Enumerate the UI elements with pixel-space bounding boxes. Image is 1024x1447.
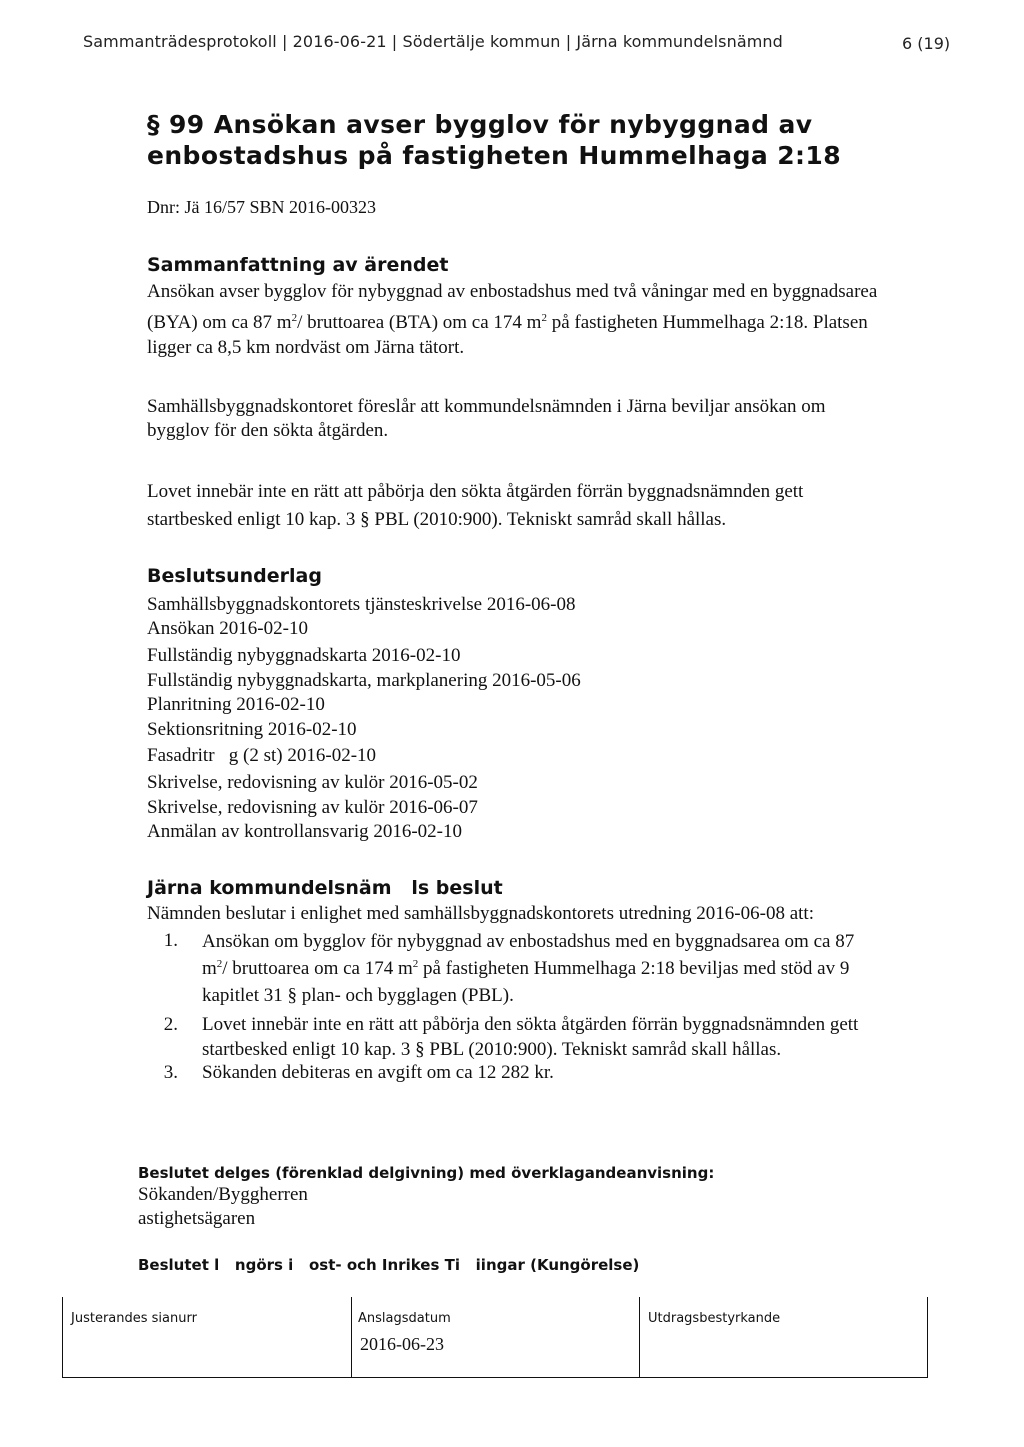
decision-item-1-line-2: $m^2/$ bruttoarea om ca 174 $m^2$ på fastigheten Hummelhaga 2:18 beviljas med stöd av 9 <box>202 958 850 979</box>
document-header: Sammanträdesprotokoll | 2016-06-21 | Södertälje kommun | Järna kommundelsnämnd <box>83 32 783 51</box>
decision-item-number: 1. <box>163 930 178 951</box>
summary-p2-line-1: Samhällsbyggnadskontoret föreslår att kommundelsnämnden i Järna beviljar ansökan om <box>147 396 826 417</box>
section-title-line-2: enbostadshus på fastigheten Hummelhaga 2:18 <box>147 141 842 170</box>
decision-item-number: 3. <box>163 1062 178 1083</box>
decision-intro: Nämnden beslutar i enlighet med samhällsbyggnadskontorets utredning 2016-06-08 att: <box>147 903 814 924</box>
page-number: 6 (19) <box>902 34 951 53</box>
basis-heading: Beslutsunderlag <box>147 565 322 587</box>
summary-p1-line-2: (BYA) om ca 87 $m^2/$ bruttoarea (BTA) om ca 174 $m^2$ på fastigheten Hummelhaga 2:18. Platsen <box>147 312 868 333</box>
decision-item-2-line-2: startbesked enligt 10 kap. 3 § PBL (2010:900). Tekniskt samråd skall hållas. <box>202 1039 782 1060</box>
summary-p2-line-2: bygglov för den sökta åtgärden. <box>147 420 389 441</box>
decision-item-3-line-1: Sökanden debiteras en avgift om ca 12 282 kr. <box>202 1062 554 1083</box>
decision-heading: Järna kommundelsnäm ls beslut <box>147 877 503 899</box>
summary-p3-line-1: Lovet innebär inte en rätt att påbörja den sökta åtgärden förrän byggnadsnämnden gett <box>147 481 804 502</box>
decision-item-1-line-1: Ansökan om bygglov för nybyggnad av enbostadshus med en byggnadsarea om ca 87 <box>202 931 855 952</box>
signature-box <box>62 1297 928 1378</box>
certification-label: Utdragsbestyrkande <box>648 1311 781 1326</box>
decision-item-1-line-3: kapitlet 31 § plan- och bygglagen (PBL). <box>202 985 514 1006</box>
posting-date-label: Anslagsdatum <box>358 1311 451 1326</box>
basis-item: Samhällsbyggnadskontorets tjänsteskrivelse 2016-06-08 <box>147 594 576 615</box>
summary-p1-line-1: Ansökan avser bygglov för nybyggnad av enbostadshus med två våningar med en byggnadsarea <box>147 281 878 302</box>
distribution-recipient: astighetsägaren <box>138 1208 256 1229</box>
basis-item: Ansökan 2016-02-10 <box>147 618 308 639</box>
summary-p3-line-2: startbesked enligt 10 kap. 3 § PBL (2010:900). Tekniskt samråd skall hållas. <box>147 509 727 530</box>
decision-item-number: 2. <box>163 1014 178 1035</box>
basis-item: Fullständig nybyggnadskarta, markplanering 2016-05-06 <box>147 670 581 691</box>
basis-item: Skrivelse, redovisning av kulör 2016-05-02 <box>147 772 478 793</box>
basis-item: Sektionsritning 2016-02-10 <box>147 719 357 740</box>
basis-item: Anmälan av kontrollansvarig 2016-02-10 <box>147 821 463 842</box>
summary-p1-line-3: ligger ca 8,5 km nordväst om Järna tätort. <box>147 337 465 358</box>
announcement-line: Beslutet l ngörs i ost- och Inrikes Ti iingar (Kungörelse) <box>138 1256 640 1274</box>
summary-heading: Sammanfattning av ärendet <box>147 254 449 276</box>
diary-number: Dnr: Jä 16/57 SBN 2016-00323 <box>147 197 376 217</box>
basis-item: Skrivelse, redovisning av kulör 2016-06-07 <box>147 797 478 818</box>
posting-date-value: 2016-06-23 <box>360 1334 444 1354</box>
basis-item: Fasadritr g (2 st) 2016-02-10 <box>147 745 377 766</box>
distribution-recipient: Sökanden/Byggherren <box>138 1184 308 1205</box>
basis-item: Planritning 2016-02-10 <box>147 694 325 715</box>
section-title-line-1: § 99 Ansökan avser bygglov för nybyggnad av <box>147 110 813 139</box>
basis-item: Fullständig nybyggnadskarta 2016-02-10 <box>147 645 461 666</box>
box-divider <box>639 1297 640 1377</box>
decision-item-2-line-1: Lovet innebär inte en rätt att påbörja den sökta åtgärden förrän byggnadsnämnden gett <box>202 1014 859 1035</box>
signature-label: Justerandes sianurr <box>71 1311 197 1326</box>
distribution-heading: Beslutet delges (förenklad delgivning) med överklagandeanvisning: <box>138 1164 715 1182</box>
box-divider <box>351 1297 352 1377</box>
